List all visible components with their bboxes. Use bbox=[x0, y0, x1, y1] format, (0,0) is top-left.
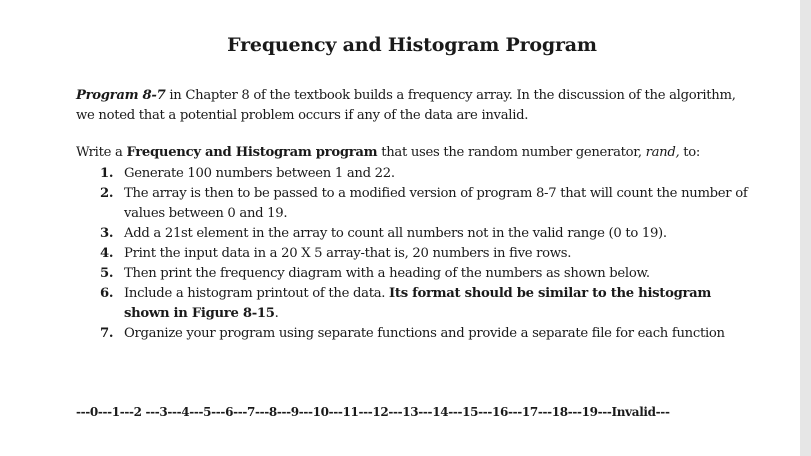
list-item-text: Print the input data in a 20 X 5 array-that is, 20 numbers in five rows. bbox=[124, 246, 572, 261]
list-item bbox=[100, 324, 760, 344]
intro-text: in Chapter 8 of the textbook builds a frequency array. In the discussion of the algorithm, we noted that a potential problem occurs if any of the data are invalid. bbox=[76, 88, 736, 123]
list-item bbox=[100, 184, 760, 224]
list-item-number: 3. bbox=[100, 226, 114, 241]
list-item-text: Generate 100 numbers between 1 and 22. bbox=[124, 166, 395, 181]
viewer-right-gutter bbox=[800, 0, 811, 456]
list-item-number: 5. bbox=[100, 266, 114, 281]
list-item-text: The array is then to be passed to a modified version of program 8-7 that will count the number of values between 0 and 19. bbox=[124, 186, 748, 221]
list-item bbox=[100, 244, 760, 264]
page-title: Frequency and Histogram Program bbox=[227, 34, 597, 56]
list-item-number: 6. bbox=[100, 286, 114, 301]
task-middle: that uses the random number generator, bbox=[377, 145, 646, 160]
task-rand: rand, bbox=[645, 145, 680, 160]
list-item bbox=[100, 284, 760, 324]
list-item bbox=[100, 164, 760, 184]
intro-paragraph bbox=[76, 86, 756, 126]
list-item-text: Include a histogram printout of the data. bbox=[124, 286, 390, 301]
task-suffix: to: bbox=[679, 145, 701, 160]
list-item bbox=[100, 264, 760, 284]
task-prefix: Write a bbox=[76, 145, 127, 160]
task-program-name: Frequency and Histogram program bbox=[126, 145, 378, 160]
requirements-list bbox=[100, 164, 760, 344]
list-item-number: 1. bbox=[100, 166, 114, 181]
list-item-text: Organize your program using separate functions and provide a separate file for each function bbox=[124, 326, 725, 341]
list-item-text: Then print the frequency diagram with a heading of the numbers as shown below. bbox=[124, 266, 650, 281]
frequency-heading-sample: ---0---1---2 ---3---4---5---6---7---8---9---10---11---12---13---14---15---16---17---18---19---Invalid--- bbox=[76, 405, 670, 419]
task-paragraph bbox=[76, 143, 756, 163]
list-item-number: 2. bbox=[100, 186, 114, 201]
program-reference: Program 8-7 bbox=[76, 88, 166, 103]
list-item-number: 4. bbox=[100, 246, 114, 261]
list-item-text: Add a 21st element in the array to count all numbers not in the valid range (0 to 19). bbox=[124, 226, 667, 241]
list-item bbox=[100, 224, 760, 244]
list-item-number: 7. bbox=[100, 326, 114, 341]
list-item-bold-text: Its format should be similar to the histogram shown in Figure 8-15 bbox=[124, 286, 712, 321]
list-item-text-end: . bbox=[274, 306, 279, 321]
